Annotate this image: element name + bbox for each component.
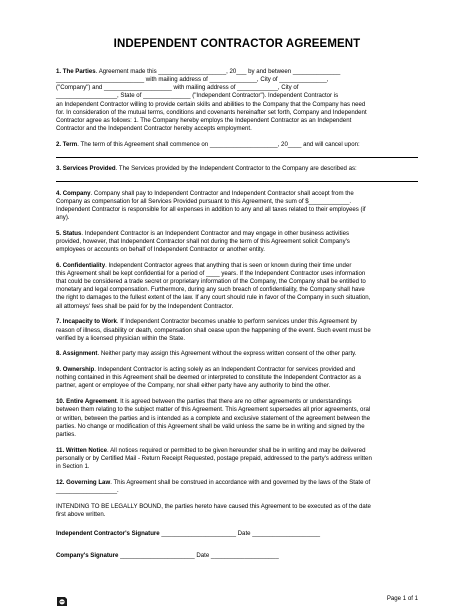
section-text: for. In consideration of the mutual terms, conditions and covenants hereinafter set forth, Company and Independent [56,108,367,116]
section-text: all attorneys' fees shall be paid for by the Independent Contractor. [56,302,234,310]
section-text: . Independent Contractor agrees that anything that is seen or known during their time under [105,261,352,269]
section-text: this Agreement shall be kept confidential for a period of ____ years. If the Independent Contractor uses information [56,269,366,277]
section-heading: 6. Confidentiality [56,261,106,269]
section-heading: 12. Governing Law [56,478,111,486]
company-signature-line[interactable]: ______________________ Date ____________________ [120,552,279,560]
section-heading: 10. Entire Agreement [56,398,117,406]
section-heading: 9. Ownership [56,366,95,374]
section-heading: 8. Assignment [56,350,98,358]
section-text: . The Services provided by the Independent Contractor to the Company are described as: [115,165,357,173]
section-incapacity [56,318,418,342]
section-text: . If Independent Contractor becomes unable to perform services under this Agreement by [116,318,358,326]
section-text: that could be considered a trade secret or proprietary information of the Company, the Company shall be entitled to [56,278,366,286]
section-text: . Independent Contractor is acting solely as an Independent Contractor for services provided and [94,366,356,374]
contractor-signature-line[interactable]: ______________________ Date ____________________ [161,529,321,537]
section-parties [56,68,418,133]
section-text: . The term of this Agreement shall commence on ____________________, 20____ and will cancel upon: [77,140,360,148]
section-confidentiality [56,262,418,311]
section-written-notice [56,447,418,471]
section-text: or written, between the parties and is intended as a complete and exclusive statement of the agreement between the [56,414,371,422]
section-text: __________________. [56,486,119,494]
company-signature-label: Company's Signature [56,552,119,560]
section-entire-agreement [56,398,418,439]
contractor-signature-row[interactable] [56,530,418,538]
section-text: . All notices required or permitted to be given hereunder shall be in writing and may be delivered [107,446,366,454]
section-text: parties. No change or modification of this Agreement shall be valid unless the same be in writing and signed by the [56,422,365,430]
eforms-logo-icon [56,594,68,606]
section-heading: 11. Written Notice [56,446,108,454]
section-governing-law [56,479,418,495]
section-text: employees or accounts on behalf of Independent Contractor or another entity. [56,246,265,254]
section-text: . It is agreed between the parties that there are no other agreements or understandings [116,398,352,406]
section-text: reason of illness, disability or death, compensation shall cease upon the happening of the event. Such event must be [56,326,371,334]
contractor-signature-label: Independent Contractor's Signature [56,529,160,537]
section-text: ("Company") and ____________________ with mailing address of ____________, City of [56,84,299,92]
section-text: first above written. [56,510,106,518]
section-text: Company as compensation for all Services Provided pursuant to this Agreement, the sum of $____________. [56,197,352,205]
section-text: parties. [56,430,76,438]
section-text: . Neither party may assign this Agreement without the express written consent of the other party. [97,350,357,358]
section-text: partner, agent or employee of the Company, nor shall either party have any authority to bind the other. [56,382,331,390]
page-number: Page 1 of 1 [386,595,418,602]
section-text: . Independent Contractor is an Independent Contractor and may engage in other business activities [81,229,350,237]
section-text: Contractor agree as follows: 1. The Company hereby employs the Independent Contractor as an Independent [56,116,352,124]
section-heading: 5. Status [56,229,82,237]
section-heading: 3. Services Provided [56,165,116,173]
section-text: in Section 1. [56,462,90,470]
section-heading: 2. Term [56,140,78,148]
section-services [56,165,418,182]
section-text: the right to damages to the fullest extent of the law. If any court should rule in favor of the Company in such situation, [56,294,371,302]
section-status [56,230,418,254]
blank-line [56,181,418,182]
section-assignment [56,350,418,358]
section-text: Contractor and the Independent Contractor hereby accepts employment. [56,125,252,133]
section-text: __________________, State of ______________ ("Independent Contractor"). Independent Contractor is [56,92,339,100]
blank-line [56,157,418,158]
section-text: __________________________ with mailing address of ______________, City of ______________, [56,76,329,84]
section-text: provided, however, that Independent Contractor shall not during the term of this Agreement solicit Company's [56,237,350,245]
section-company [56,190,418,223]
section-heading: 4. Company [56,189,91,197]
section-text: nothing contained in this Agreement shall be deemed or interpreted to constitute the Independent Contractor as a [56,374,361,382]
section-witness [56,503,418,519]
section-text: verified by a licensed physician within the State. [56,334,186,342]
section-text: monetary and legal compensation. Furthermore, during any such breach of confidentiality, the Company shall have [56,286,365,294]
section-text: personally or by Certified Mail - Return Receipt Requested, postage prepaid, addressed to the party's address written [56,454,372,462]
section-ownership [56,366,418,390]
section-text: . This Agreement shall be construed in accordance with and governed by the laws of the State of [110,478,371,486]
section-term [56,141,418,158]
section-text: any). [56,214,70,221]
section-text: between them relating to the subject matter of this Agreement. This Agreement supersedes all prior agreements, oral [56,406,371,414]
document-body [56,68,418,560]
section-heading: 7. Incapacity to Work [56,318,117,326]
section-text: an Independent Contractor willing to provide certain skills and abilities to the Company that the Company has need [56,100,366,108]
section-heading: 1. The Parties [56,68,96,75]
section-text: . Agreement made this ____________________, 20___ by and between ______________ [95,68,341,75]
company-signature-row[interactable] [56,552,418,560]
section-text: . Company shall pay to Independent Contractor and Independent Contractor shall accept from the [90,189,354,197]
document-title: INDEPENDENT CONTRACTOR AGREEMENT [113,38,361,50]
section-text: INTENDING TO BE LEGALLY BOUND, the parties hereto have caused this Agreement to be executed as of the date [56,502,371,510]
section-text: Independent Contractor is responsible for all expenses in addition to any and all taxes related to their employees (if [56,205,366,213]
